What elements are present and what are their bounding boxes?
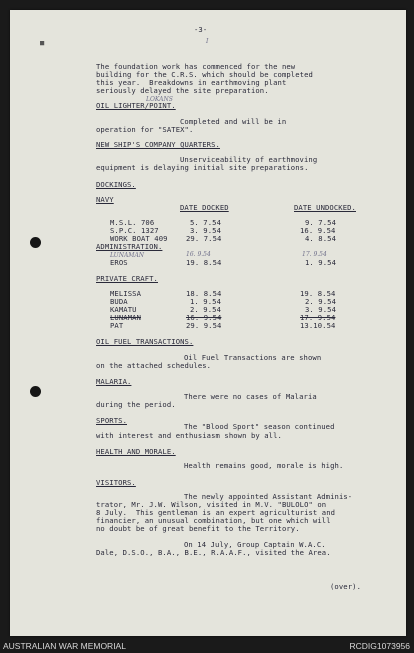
handwritten-date-docked: 16. 9.54: [186, 251, 211, 258]
vessel-name: PAT: [110, 321, 124, 330]
vessel-name: MELISSA: [110, 289, 141, 298]
vessel-name: BUDA: [110, 297, 128, 306]
date-undocked: 1. 9.54: [305, 258, 336, 267]
body-line: during the period.: [96, 400, 176, 409]
body-line: The newly appointed Assistant Adminis-: [184, 492, 353, 501]
date-docked: 5. 7.54: [190, 218, 221, 227]
intro-line: The foundation work has commenced for the new: [96, 62, 296, 71]
date-docked: 19. 8.54: [186, 258, 222, 267]
section-heading: SPORTS.: [96, 416, 127, 425]
date-docked: 29. 7.54: [186, 234, 222, 243]
body-line: Health remains good, morale is high.: [184, 461, 344, 470]
date-undocked-struck: 17. 9.54: [300, 313, 336, 322]
date-docked: 29. 9.54: [186, 321, 222, 330]
footer-record-id: RCDIG1073956: [349, 641, 410, 651]
body-line: equipment is delaying initial site preparations.: [96, 163, 309, 172]
body-line: 8 July. This gentleman is an expert agriculturist and: [96, 508, 336, 517]
date-docked: 1. 9.54: [190, 297, 221, 306]
date-undocked: 3. 9.54: [305, 305, 336, 314]
vessel-name-struck: LUNAMAN: [110, 313, 141, 322]
column-header-undocked: DATE UNDOCKED.: [294, 203, 356, 212]
body-line: with interest and enthusiasm shown by all.: [96, 431, 282, 440]
date-undocked: 9. 7.54: [305, 218, 336, 227]
punch-hole: [30, 386, 41, 397]
date-docked: 18. 8.54: [186, 289, 222, 298]
vessel-name: WORK BOAT 409: [110, 234, 168, 243]
navy-label: NAVY: [96, 195, 114, 204]
body-line: operation for "SATEX".: [96, 125, 194, 134]
body-line: The "Blood Sport" season continued: [184, 422, 335, 431]
intro-line: building for the C.R.S. which should be completed: [96, 70, 313, 79]
vessel-name: S.P.C. 1327: [110, 226, 159, 235]
date-undocked: 2. 9.54: [305, 297, 336, 306]
date-undocked: 13.10.54: [300, 321, 336, 330]
body-line: no doubt be of great benefit to the Territory.: [96, 524, 300, 533]
date-docked-struck: 16. 9.54: [186, 313, 222, 322]
section-heading: NEW SHIP'S COMPANY QUARTERS.: [96, 140, 220, 149]
section-heading: VISITORS.: [96, 478, 136, 487]
body-line: Completed and will be in: [180, 117, 287, 126]
vessel-name-handwritten: LUNAMAN: [110, 252, 145, 259]
body-line: Oil Fuel Transactions are shown: [184, 353, 322, 362]
body-line: Dale, D.S.O., B.A., B.E., R.A.A.F., visited the Area.: [96, 548, 331, 557]
section-heading: DOCKINGS.: [96, 180, 136, 189]
date-undocked: 16. 9.54: [300, 226, 336, 235]
vessel-name: M.S.L. 706: [110, 218, 155, 227]
handwritten-note: LOKANS: [146, 96, 173, 103]
section-heading: OIL FUEL TRANSACTIONS.: [96, 337, 194, 346]
date-docked: 2. 9.54: [190, 305, 221, 314]
handwritten-date-undocked: 17. 9.54: [302, 251, 327, 258]
date-undocked: 19. 8.54: [300, 289, 336, 298]
administration-label: ADMINISTRATION.: [96, 242, 163, 251]
body-line: financier, an unusual combination, but one which will: [96, 516, 331, 525]
archive-footer: [0, 640, 414, 653]
date-docked: 3. 9.54: [190, 226, 221, 235]
column-header-docked: DATE DOCKED: [180, 203, 229, 212]
body-line: Unserviceability of earthmoving: [180, 155, 318, 164]
ink-mark: ■: [40, 39, 45, 47]
vessel-name: EROS: [110, 258, 128, 267]
section-heading: HEALTH AND MORALE.: [96, 447, 176, 456]
date-undocked: 4. 8.54: [305, 234, 336, 243]
section-heading: OIL LIGHTER/POINT.: [96, 101, 176, 110]
vessel-name: KAMATU: [110, 305, 137, 314]
handwritten-mark: I: [206, 38, 209, 45]
punch-hole: [30, 237, 41, 248]
footer-source: AUSTRALIAN WAR MEMORIAL: [3, 641, 126, 651]
body-line: There were no cases of Malaria: [184, 392, 317, 401]
section-heading: MALARIA.: [96, 377, 132, 386]
private-craft-label: PRIVATE CRAFT.: [96, 274, 158, 283]
body-line: On 14 July, Group Captain W.A.C.: [184, 540, 326, 549]
body-line: on the attached schedules.: [96, 361, 212, 370]
over-note: (over).: [330, 582, 361, 591]
body-line: trator, Mr. J.W. Wilson, visited in M.V. "BULOLO" on: [96, 500, 327, 509]
intro-line: seriously delayed the site preparation.: [96, 86, 269, 95]
intro-line: this year. Breakdowns in earthmoving plant: [96, 78, 287, 87]
page-number: -3-: [194, 25, 208, 34]
